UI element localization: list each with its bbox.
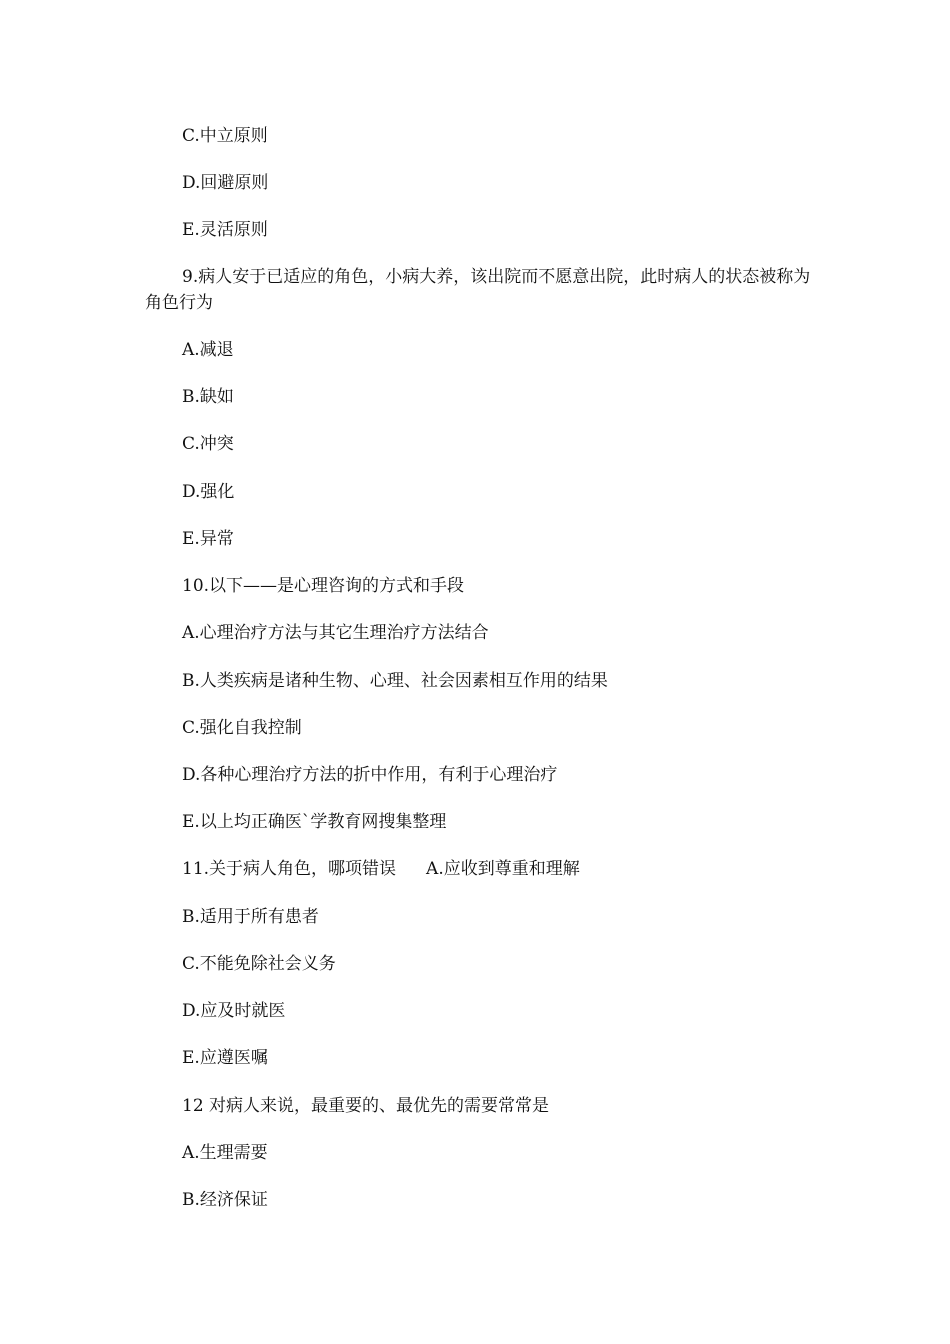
option-11d: D.应及时就医 (182, 1001, 286, 1021)
option-10e: E.以上均正确医`学教育网搜集整理 (182, 812, 447, 832)
option-11a: A.应收到尊重和理解 (426, 859, 580, 879)
question-12-stem: 12 对病人来说，最重要的、最优先的需要常常是 (182, 1096, 550, 1116)
option-8e: E.灵活原则 (182, 220, 268, 240)
option-11c: C.不能免除社会义务 (182, 954, 336, 974)
option-11b: B.适用于所有患者 (182, 907, 319, 927)
option-10a: A.心理治疗方法与其它生理治疗方法结合 (182, 623, 489, 643)
option-9e: E.异常 (182, 529, 234, 549)
option-9b: B.缺如 (182, 387, 234, 407)
option-9a: A.减退 (182, 340, 234, 360)
option-10b: B.人类疾病是诸种生物、心理、社会因素相互作用的结果 (182, 671, 608, 691)
question-11-line (182, 858, 580, 880)
option-10d: D.各种心理治疗方法的折中作用，有利于心理治疗 (182, 765, 558, 785)
option-11e: E.应遵医嘱 (182, 1048, 268, 1068)
option-8d: D.回避原则 (182, 173, 269, 193)
option-9c: C.冲突 (182, 434, 234, 454)
option-12b: B.经济保证 (182, 1190, 268, 1210)
option-12a: A.生理需要 (182, 1143, 268, 1163)
question-10-stem: 10.以下——是心理咨询的方式和手段 (182, 576, 465, 596)
option-8c: C.中立原则 (182, 126, 268, 146)
option-9d: D.强化 (182, 482, 235, 502)
question-11-stem: 11.关于病人角色，哪项错误 (182, 859, 397, 879)
option-10c: C.强化自我控制 (182, 718, 302, 738)
question-9-stem: 9.病人安于已适应的角色，小病大养，该出院而不愿意出院，此时病人的状态被称为角色行为 (145, 267, 811, 313)
